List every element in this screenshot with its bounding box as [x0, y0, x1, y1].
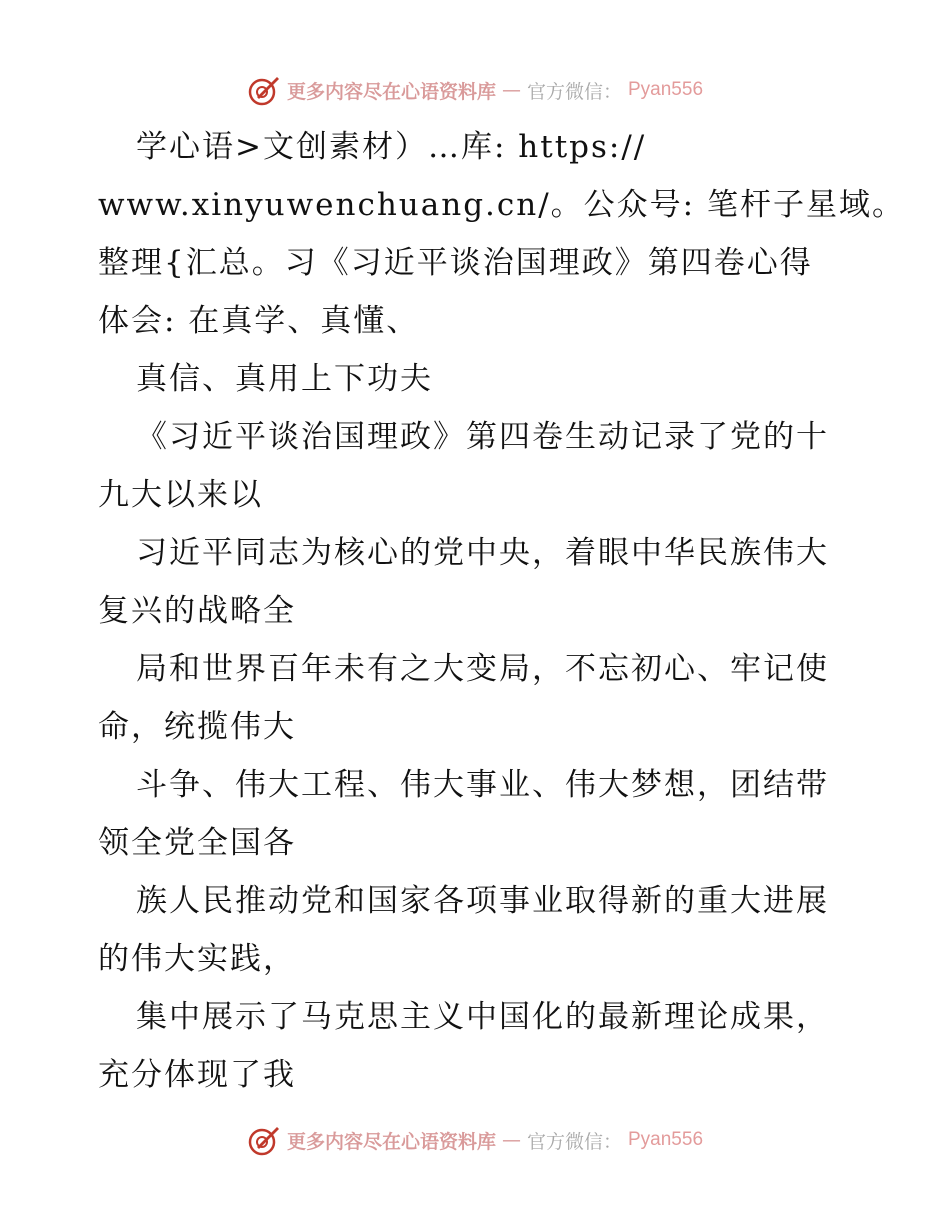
pen-logo-icon: [247, 1123, 281, 1157]
banner-wechat-id: Pyan556: [628, 79, 704, 100]
text-line: 命，统揽伟大: [98, 709, 296, 745]
banner-main-text: 更多内容尽在心语资料库: [286, 80, 496, 103]
text-line: 集中展示了马克思主义中国化的最新理论成果，: [136, 999, 829, 1035]
text-line: 局和世界百年未有之大变局，不忘初心、牢记使: [136, 651, 829, 687]
text-line: 族人民推动党和国家各项事业取得新的重大进展: [136, 883, 829, 919]
text-line: 充分体现了我: [98, 1057, 296, 1093]
text-line: 领全党全国各: [98, 825, 296, 861]
text-line: 斗争、伟大工程、伟大事业、伟大梦想，团结带: [136, 767, 829, 803]
footer-banner: [0, 1120, 950, 1160]
text-line: 的伟大实践，: [98, 941, 296, 977]
banner-separator: —: [501, 79, 521, 101]
text-line: 体会: 在真学、真懂、: [98, 303, 420, 339]
header-banner: [0, 70, 950, 110]
banner-wechat-label: 官方微信：: [526, 1130, 622, 1153]
text-line: 习近平同志为核心的党中央，着眼中华民族伟大: [136, 535, 829, 571]
document-body: [98, 118, 905, 1104]
banner-wechat-label: 官方微信：: [526, 80, 622, 103]
text-line: 九大以来以: [98, 477, 263, 513]
text-line: 复兴的战略全: [98, 593, 296, 629]
banner-separator: —: [501, 1129, 521, 1151]
text-line: www.xinyuwenchuang.cn/。公众号: 笔杆子星域。: [98, 187, 905, 223]
banner-main-text: 更多内容尽在心语资料库: [286, 1130, 496, 1153]
pen-logo-icon: [247, 73, 281, 107]
text-line: 整理{汇总。习《习近平谈治国理政》第四卷心得: [98, 245, 813, 281]
text-line: 学心语>文创素材）…库: https://: [136, 129, 647, 165]
banner-wechat-id: Pyan556: [628, 1129, 704, 1150]
text-line: 真信、真用上下功夫: [136, 361, 433, 397]
text-line: 《习近平谈治国理政》第四卷生动记录了党的十: [136, 419, 829, 455]
